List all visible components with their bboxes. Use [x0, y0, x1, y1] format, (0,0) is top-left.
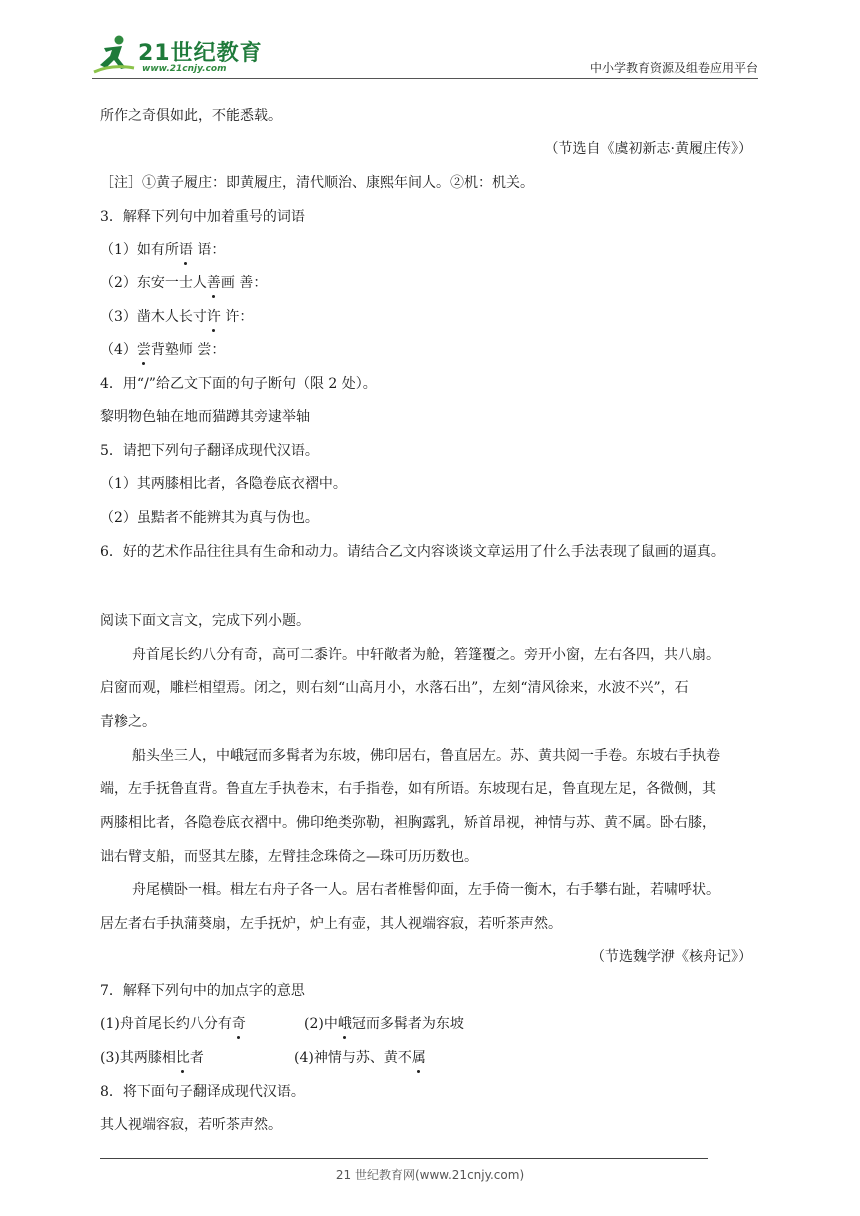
logo-text: 21世纪教育 — [138, 41, 263, 66]
passage-paragraph-1-line: 青糁之。 — [100, 714, 156, 730]
question-7-item-3: (3)其两膝相比者 — [100, 1050, 204, 1066]
passage-paragraph-2-line: 端，左手抚鲁直背。鲁直左手执卷末，右手指卷，如有所语。东坡现右足，鲁直现左足，各微侧，其 — [100, 781, 716, 797]
passage-paragraph-1-line: 启窗而观，雕栏相望焉。闭之，则右刻“山高月小，水落石出”，左刻“清风徐来，水波不兴”，石 — [100, 680, 689, 696]
logo-url: www.21cnjy.com — [142, 64, 227, 74]
question-7-item-2: (2)中峨冠而多髯者为东坡 — [304, 1016, 464, 1032]
emphasis-char: 比 — [175, 1050, 190, 1066]
header-divider — [92, 78, 758, 79]
question-6: 6．好的艺术作品往往具有生命和动力。请结合乙文内容谈谈文章运用了什么手法表现了鼠画的逼真。 — [100, 544, 725, 560]
question-3-item-2: （2）东安一士人善画 善： — [100, 275, 268, 291]
question-5-item-2: （2）虽黠者不能辨其为真与伪也。 — [100, 510, 319, 526]
source-citation-1: （节选自《虞初新志·黄履庄传》） — [544, 141, 752, 157]
footer-divider — [100, 1158, 708, 1159]
annotation-note: ［注］①黄子履庄：即黄履庄，清代顺治、康熙年间人。②机：机关。 — [100, 175, 534, 191]
question-3-item-4: （4）尝背塾师 尝： — [100, 342, 226, 358]
passage-paragraph-2-line: 诎右臂支船，而竖其左膝，左臂挂念珠倚之—珠可历历数也。 — [100, 849, 478, 865]
reading-intro: 阅读下面文言文，完成下列小题。 — [100, 613, 310, 629]
question-7: 7．解释下列句中的加点字的意思 — [100, 983, 305, 999]
question-3: 3．解释下列句中加着重号的词语 — [100, 209, 305, 225]
passage-ending: 所作之奇俱如此，不能悉载。 — [100, 108, 282, 124]
question-4-sentence: 黎明物色轴在地而猫蹲其旁逮举轴 — [100, 409, 310, 425]
question-7-item-1: (1)舟首尾长约八分有奇 — [100, 1016, 246, 1032]
page-header — [92, 28, 758, 80]
emphasis-char: 奇 — [231, 1016, 246, 1032]
question-8-sentence: 其人视端容寂，若听茶声然。 — [100, 1117, 282, 1133]
passage-paragraph-1: 舟首尾长约八分有奇，高可二黍许。中轩敞者为舱，箬篷覆之。旁开小窗，左右各四，共八扇。 — [132, 647, 720, 663]
emphasis-char: 语 — [178, 242, 193, 258]
question-8: 8．将下面句子翻译成现代汉语。 — [100, 1084, 305, 1100]
runner-logo-icon — [92, 34, 136, 74]
question-5-item-1: （1）其两膝相比者，各隐卷底衣褶中。 — [100, 476, 347, 492]
passage-paragraph-2-line: 两膝相比者，各隐卷底衣褶中。佛印绝类弥勒，袒胸露乳，矫首昂视，神情与苏、黄不属。卧右膝， — [100, 815, 716, 831]
question-7-item-4: (4)神情与苏、黄不属 — [294, 1050, 426, 1066]
emphasis-char: 许 — [206, 309, 221, 325]
question-3-item-3: （3）凿木人长寸许 许： — [100, 309, 254, 325]
emphasis-char: 尝 — [136, 342, 151, 358]
source-citation-2: （节选魏学洢《核舟记》） — [591, 949, 752, 965]
question-5: 5．请把下列句子翻译成现代汉语。 — [100, 443, 319, 459]
question-3-item-1: （1）如有所语 语： — [100, 242, 226, 258]
passage-paragraph-3: 舟尾横卧一楫。楫左右舟子各一人。居右者椎髻仰面，左手倚一衡木，右手攀右趾，若啸呼状。 — [132, 882, 720, 898]
passage-paragraph-3-line: 居左者右手执蒲葵扇，左手抚炉，炉上有壶，其人视端容寂，若听茶声然。 — [100, 916, 562, 932]
page-footer: 21 世纪教育网(www.21cnjy.com) — [335, 1168, 525, 1182]
passage-paragraph-2: 船头坐三人，中峨冠而多髯者为东坡，佛印居右，鲁直居左。苏、黄共阅一手卷。东坡右手执卷 — [132, 748, 720, 764]
emphasis-char: 峨 — [337, 1016, 352, 1032]
emphasis-char: 善 — [206, 275, 221, 291]
platform-name: 中小学教育资源及组卷应用平台 — [589, 61, 758, 75]
emphasis-char: 属 — [411, 1050, 426, 1066]
logo — [92, 34, 262, 76]
question-4: 4．用“/”给乙文下面的句子断句（限 2 处）。 — [100, 376, 377, 392]
